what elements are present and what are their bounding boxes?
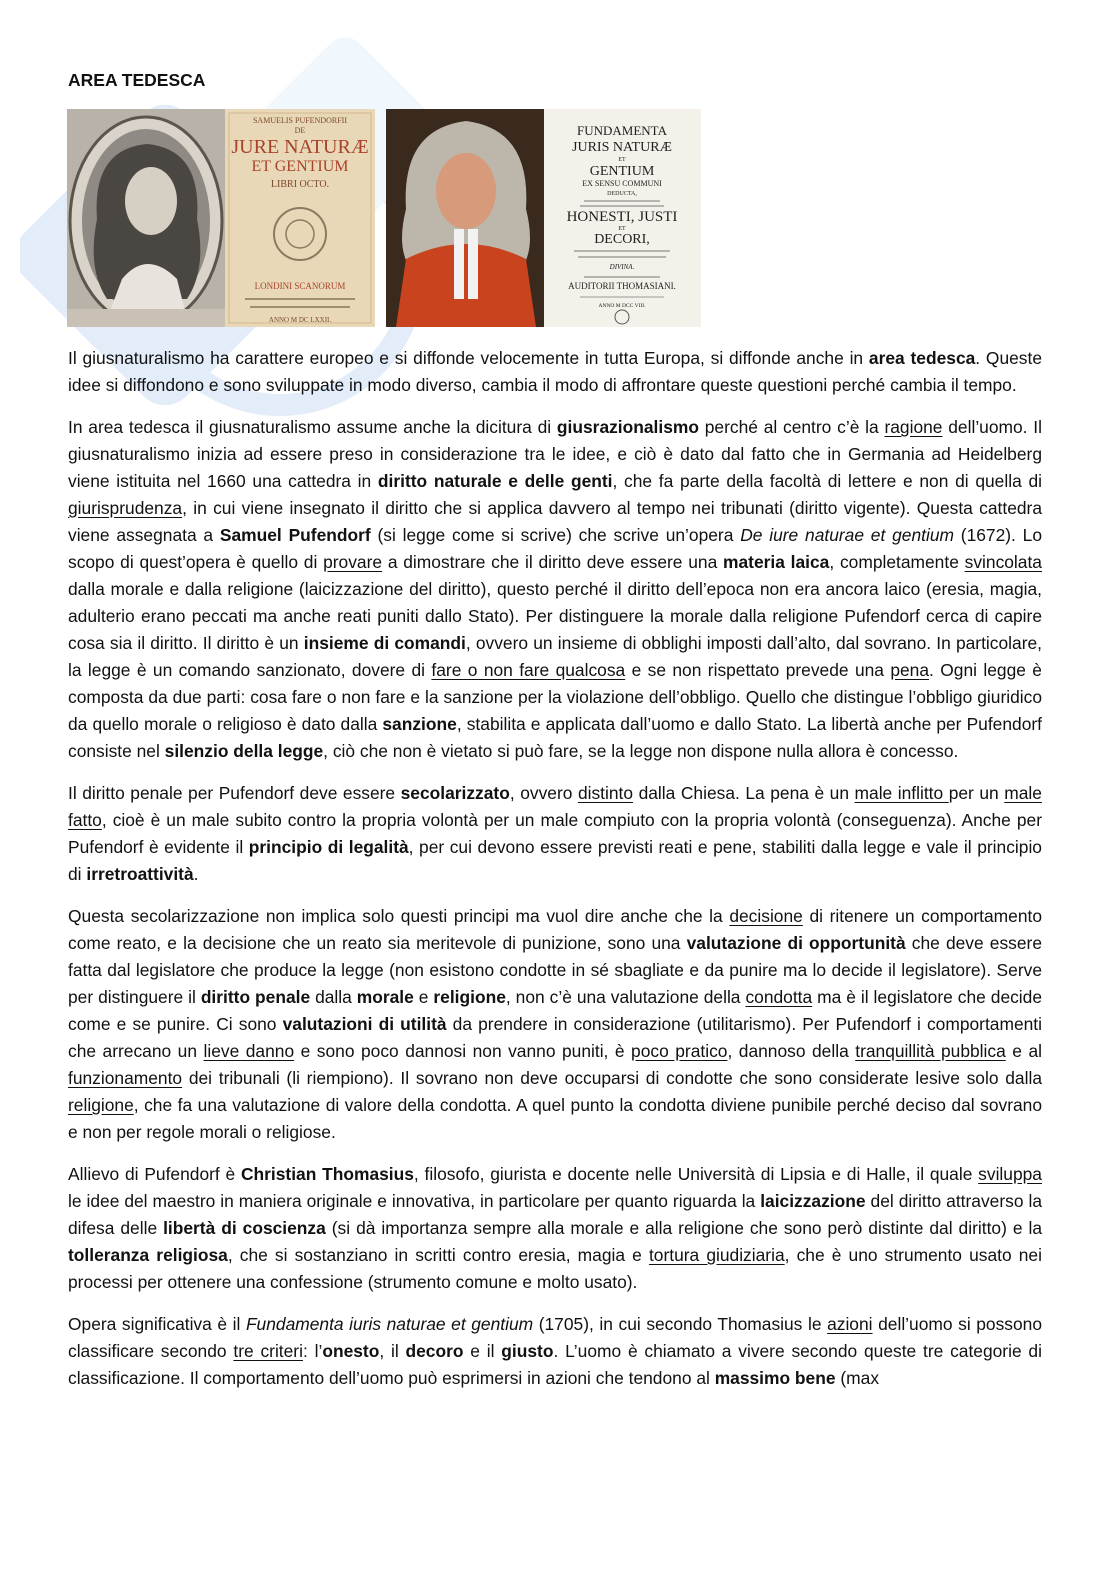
svg-text:SAMUELIS PUFENDORFII: SAMUELIS PUFENDORFII: [252, 116, 348, 125]
svg-text:DIVINA.: DIVINA.: [609, 263, 635, 271]
svg-text:ET GENTIUM: ET GENTIUM: [251, 158, 349, 175]
svg-text:FUNDAMENTA: FUNDAMENTA: [577, 123, 667, 138]
document-body: [68, 345, 1042, 1407]
svg-text:JURE NATURÆ: JURE NATURÆ: [231, 136, 369, 158]
fundamenta-title-page-image: [544, 109, 701, 327]
svg-text:LONDINI SCANORUM: LONDINI SCANORUM: [254, 281, 346, 291]
svg-text:HONESTI, JUSTI: HONESTI, JUSTI: [566, 209, 678, 225]
paragraph-2: In area tedesca il giusnaturalismo assume anche la dicitura di giusrazionalismo perché al centro c’è la ragione dell’uomo. Il giusnaturalismo inizia ad essere preso in considerazione tra le idee, e ciò è dato dal fatto che in Germania ad Heidelberg viene istituita nel 1660 una cattedra in diritto naturale e delle genti, che fa parte della facoltà di lettere e non di quella di giurisprudenza, in cui viene insegnato il diritto che si applica davvero al tempo nei tribunati (diritto vigente). Questa cattedra viene assegnata a Samuel Pufendorf (si legge come si scrive) che scrive un’opera De iure naturae et gentium (1672). Lo scopo di quest’opera è quello di provare a dimostrare che il diritto deve essere una materia laica, completamente svincolata dalla morale e dalla religione (laicizzazione del diritto), questo perché il diritto dell’epoca non era ancora laico (eresia, magia, adulterio erano peccati ma anche reati puniti dallo Stato). Per distinguere la morale dalla religione Pufendorf cerca di capire cosa sia il diritto. Il diritto è un insieme di comandi, ovvero un insieme di obblighi imposti dall’alto, dal sovrano. In particolare, la legge è un comando sanzionato, dovere di fare o non fare qualcosa e se non rispettato prevede una pena. Ogni legge è composta da due parti: cosa fare o non fare e la sanzione per la violazione dell’obbligo. Quello che distingue l’obbligo giuridico da quello morale o religioso è dato dalla sanzione, stabilita e applicata dall’uomo e dallo Stato. La libertà anche per Pufendorf consiste nel silenzio della legge, ciò che non è vietato si può fare, se la legge non dispone nulla allora è concesso.: [68, 417, 1043, 761]
thomasius-portrait-image: [386, 109, 544, 327]
de-iure-naturae-title-page-image: [225, 109, 375, 327]
svg-text:AUDITORII THOMASIANI.: AUDITORII THOMASIANI.: [568, 281, 676, 291]
paragraph-3: Il diritto penale per Pufendorf deve essere secolarizzato, ovvero distinto dalla Chiesa. La pena è un male inflitto per un male fatto, cioè è un male subito contro la propria volontà per un male compiuto con la propria volontà (conseguenza). Anche per Pufendorf è evidente il principio di legalità, per cui devono essere previsti reati e pene, stabiliti dalla legge e vale il principio di irretroattività.: [68, 783, 1042, 884]
svg-text:DEDUCTA,: DEDUCTA,: [607, 191, 637, 197]
section-heading: AREA TEDESCA: [68, 70, 206, 90]
svg-text:LIBRI OCTO.: LIBRI OCTO.: [270, 179, 330, 190]
svg-text:ANNO M DC LXXII.: ANNO M DC LXXII.: [268, 316, 332, 324]
paragraph-6: Opera significativa è il Fundamenta iuris naturae et gentium (1705), in cui secondo Thomasius le azioni dell’uomo si possono classificare secondo tre criteri: l’onesto, il decoro e il giusto. L’uomo è chiamato a vivere secondo queste tre categorie di classificazione. Il comportamento dell’uomo può esprimersi in azioni che tendono al massimo bene (max: [68, 1314, 1043, 1388]
svg-text:DECORI,: DECORI,: [594, 232, 650, 247]
svg-text:EX SENSU COMMUNI: EX SENSU COMMUNI: [582, 179, 662, 188]
pufendorf-portrait-image: [67, 109, 225, 327]
svg-text:GENTIUM: GENTIUM: [589, 164, 655, 179]
svg-text:DE: DE: [294, 126, 306, 135]
svg-text:JURIS NATURÆ: JURIS NATURÆ: [572, 140, 672, 155]
svg-text:ANNO M DCC VIII.: ANNO M DCC VIII.: [598, 303, 646, 309]
paragraph-4: Questa secolarizzazione non implica solo questi principi ma vuol dire anche che la decisione di ritenere un comportamento come reato, e la decisione che un reato sia meritevole di punizione, sono una valutazione di opportunità che deve essere fatta dal legislatore che produce la legge (non esistono condotte in sé sbagliate e da punire ma lo decide il legislatore). Serve per distinguere il diritto penale dalla morale e religione, non c’è una valutazione della condotta ma è il legislatore che decide come e se punire. Ci sono valutazioni di utilità da prendere in considerazione (utilitarismo). Per Pufendorf i comportamenti che arrecano un lieve danno e sono poco dannosi non vanno puniti, è poco pratico, dannoso della tranquillità pubblica e al funzionamento dei tribunali (li riempiono). Il sovrano non deve occuparsi di condotte che sono considerate lesive solo dalla religione, che fa una valutazione di valore della condotta. A quel punto la condotta diviene punibile perché deciso dal sovrano e non per regole morali o religiose.: [68, 906, 1043, 1142]
paragraph-5: Allievo di Pufendorf è Christian Thomasius, filosofo, giurista e docente nelle Università di Lipsia e di Halle, il quale sviluppa le idee del maestro in maniera originale e innovativa, in particolare per quanto riguarda la laicizzazione del diritto attraverso la difesa delle libertà di coscienza (si dà importanza sempre alla morale e alla religione che sono però distinte dal diritto) e la tolleranza religiosa, che si sostanziano in scritti contro eresia, magia e tortura giudiziaria, che è uno strumento usato nei processi per ottenere una confessione (strumento comune e molto usato).: [68, 1164, 1043, 1292]
svg-text:ET: ET: [618, 157, 626, 163]
svg-text:ET: ET: [618, 226, 626, 232]
paragraph-1: Il giusnaturalismo ha carattere europeo e si diffonde velocemente in tutta Europa, si diffonde anche in area tedesca. Queste idee si diffondono e sono sviluppate in modo diverso, cambia il modo di affrontare queste questioni perché cambia il tempo.: [68, 348, 1043, 395]
